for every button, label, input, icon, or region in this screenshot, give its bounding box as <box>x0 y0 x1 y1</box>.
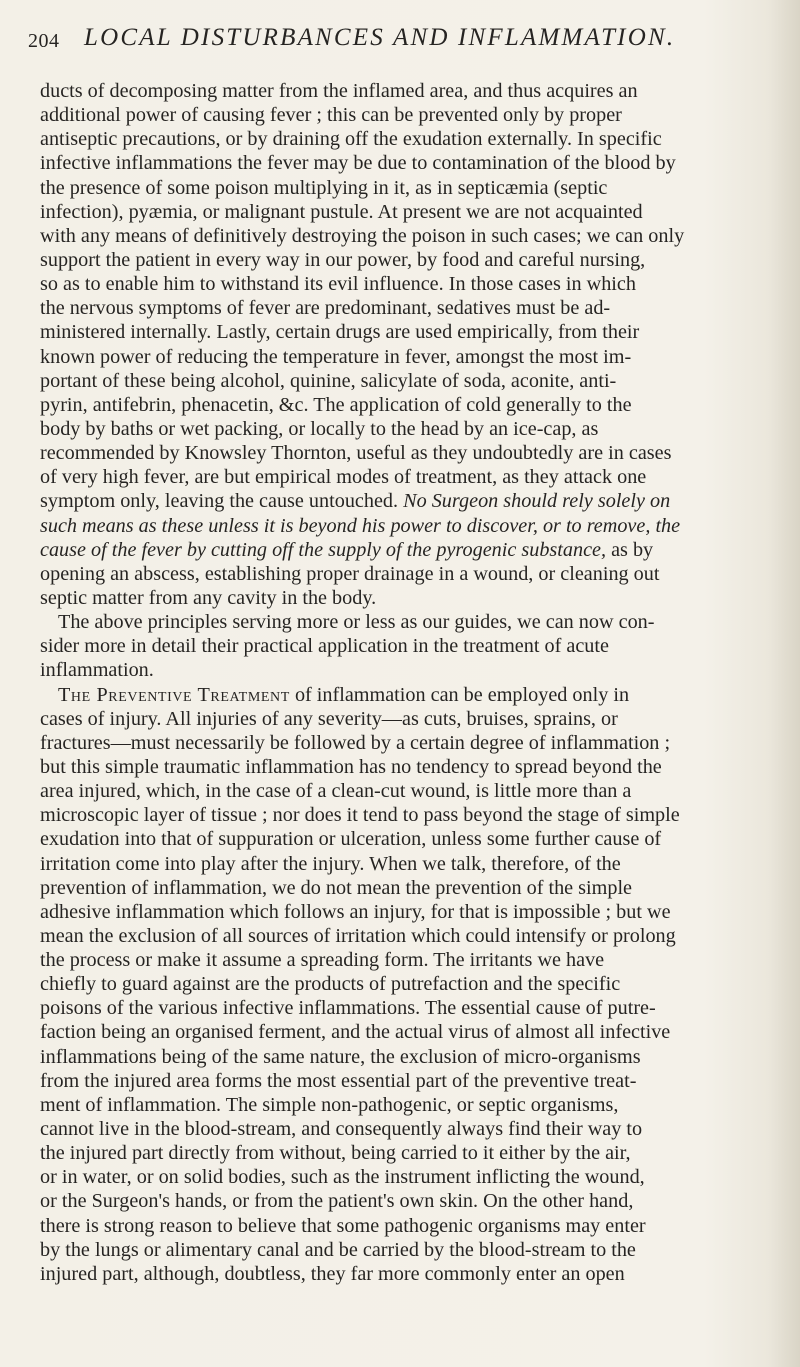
page-header <box>28 22 768 56</box>
text-line: symptom only, leaving the cause untouched. No Surgeon should rely solely on <box>40 490 671 513</box>
text-line: sider more in detail their practical application in the treatment of acute <box>40 635 609 658</box>
text-line: inflammation. <box>40 659 154 682</box>
text-line: injured part, although, doubtless, they far more commonly enter an open <box>40 1262 625 1285</box>
text-line: microscopic layer of tissue ; nor does it tend to pass beyond the stage of simple <box>40 804 680 827</box>
text-line: pyrin, antifebrin, phenacetin, &c. The application of cold generally to the <box>40 393 632 416</box>
text-line: chiefly to guard against are the products of putrefaction and the specific <box>40 973 621 996</box>
text-line: ment of inflammation. The simple non-pathogenic, or septic organisms, <box>40 1093 619 1116</box>
text-line: area injured, which, in the case of a clean-cut wound, is little more than a <box>40 780 632 803</box>
page-number: 204 <box>28 30 60 52</box>
text-line: the presence of some poison multiplying in it, as in septicæmia (septic <box>40 176 608 199</box>
text-line: infective inflammations the fever may be due to contamination of the blood by <box>40 152 676 175</box>
text-line: exudation into that of suppuration or ulceration, unless some further cause of <box>40 828 662 851</box>
paragraph-start: The above principles serving more or less as our guides, we can now con- <box>58 611 655 634</box>
paragraph-start: The Preventive Treatment of inflammation can be employed only in <box>58 683 630 706</box>
section-lead-in: The Preventive Treatment <box>58 683 290 706</box>
text-line: opening an abscess, establishing proper drainage in a wound, or cleaning out <box>40 562 660 585</box>
text-line: poisons of the various infective inflammations. The essential cause of putre- <box>40 997 656 1020</box>
text-line: support the patient in every way in our power, by food and careful nursing, <box>40 248 646 271</box>
text-line: there is strong reason to believe that some pathogenic organisms may enter <box>40 1214 646 1237</box>
text-line: inflammations being of the same nature, the exclusion of micro-organisms <box>40 1045 641 1068</box>
text-line: known power of reducing the temperature in fever, amongst the most im- <box>40 345 632 368</box>
text-line: mean the exclusion of all sources of irritation which could intensify or prolong <box>40 924 676 947</box>
text-line: from the injured area forms the most essential part of the preventive treat- <box>40 1069 637 1092</box>
text-line: portant of these being alcohol, quinine, salicylate of soda, aconite, anti- <box>40 369 617 392</box>
text-line: the nervous symptoms of fever are predominant, sedatives must be ad- <box>40 297 611 320</box>
text-line: so as to enable him to withstand its evil influence. In those cases in which <box>40 273 636 296</box>
text-line: such means as these unless it is beyond his power to discover, or to remove, the <box>40 514 681 537</box>
text-line: prevention of inflammation, we do not mean the prevention of the simple <box>40 876 633 899</box>
text-line: septic matter from any cavity in the body. <box>40 586 377 609</box>
text-line: ministered internally. Lastly, certain drugs are used empirically, from their <box>40 321 640 344</box>
text-line: with any means of definitively destroying the poison in such cases; we can only <box>40 224 685 247</box>
running-head: LOCAL DISTURBANCES AND INFLAMMATION. <box>84 24 676 51</box>
italic-emphasis: No Surgeon should rely solely on <box>403 490 671 513</box>
text-line: of very high fever, are but empirical modes of treatment, as they attack one <box>40 466 647 489</box>
text-line: the injured part directly from without, being carried to it either by the air, <box>40 1142 631 1165</box>
text-line: antiseptic precautions, or by draining off the exudation externally. In specific <box>40 128 662 151</box>
text-line: cause of the fever by cutting off the supply of the pyrogenic substance, as by <box>40 538 654 561</box>
text-line: or in water, or on solid bodies, such as the instrument inflicting the wound, <box>40 1166 645 1189</box>
text-line: faction being an organised ferment, and the actual virus of almost all infective <box>40 1021 671 1044</box>
text-line: or the Surgeon's hands, or from the patient's own skin. On the other hand, <box>40 1190 634 1213</box>
text-line: additional power of causing fever ; this can be prevented only by proper <box>40 104 622 127</box>
text-line: infection), pyæmia, or malignant pustule. At present we are not acquainted <box>40 200 643 223</box>
text-line: fractures—must necessarily be followed by a certain degree of inflammation ; <box>40 731 671 754</box>
text-line: body by baths or wet packing, or locally to the head by an ice-cap, as <box>40 417 599 440</box>
text-line: ducts of decomposing matter from the inflamed area, and thus acquires an <box>40 80 638 102</box>
text-line: cases of injury. All injuries of any severity—as cuts, bruises, sprains, or <box>40 707 618 730</box>
text-line: adhesive inflammation which follows an injury, for that is impossible ; but we <box>40 900 671 923</box>
text-line: irritation come into play after the injury. When we talk, therefore, of the <box>40 852 621 875</box>
text-line: by the lungs or alimentary canal and be carried by the blood-stream to the <box>40 1238 636 1261</box>
text-line: cannot live in the blood-stream, and consequently always find their way to <box>40 1118 643 1141</box>
text-line: but this simple traumatic inflammation has no tendency to spread beyond the <box>40 755 662 778</box>
text-line: recommended by Knowsley Thornton, useful as they undoubtedly are in cases <box>40 442 672 465</box>
text-line: the process or make it assume a spreading form. The irritants we have <box>40 949 605 972</box>
body-text <box>40 79 762 1286</box>
